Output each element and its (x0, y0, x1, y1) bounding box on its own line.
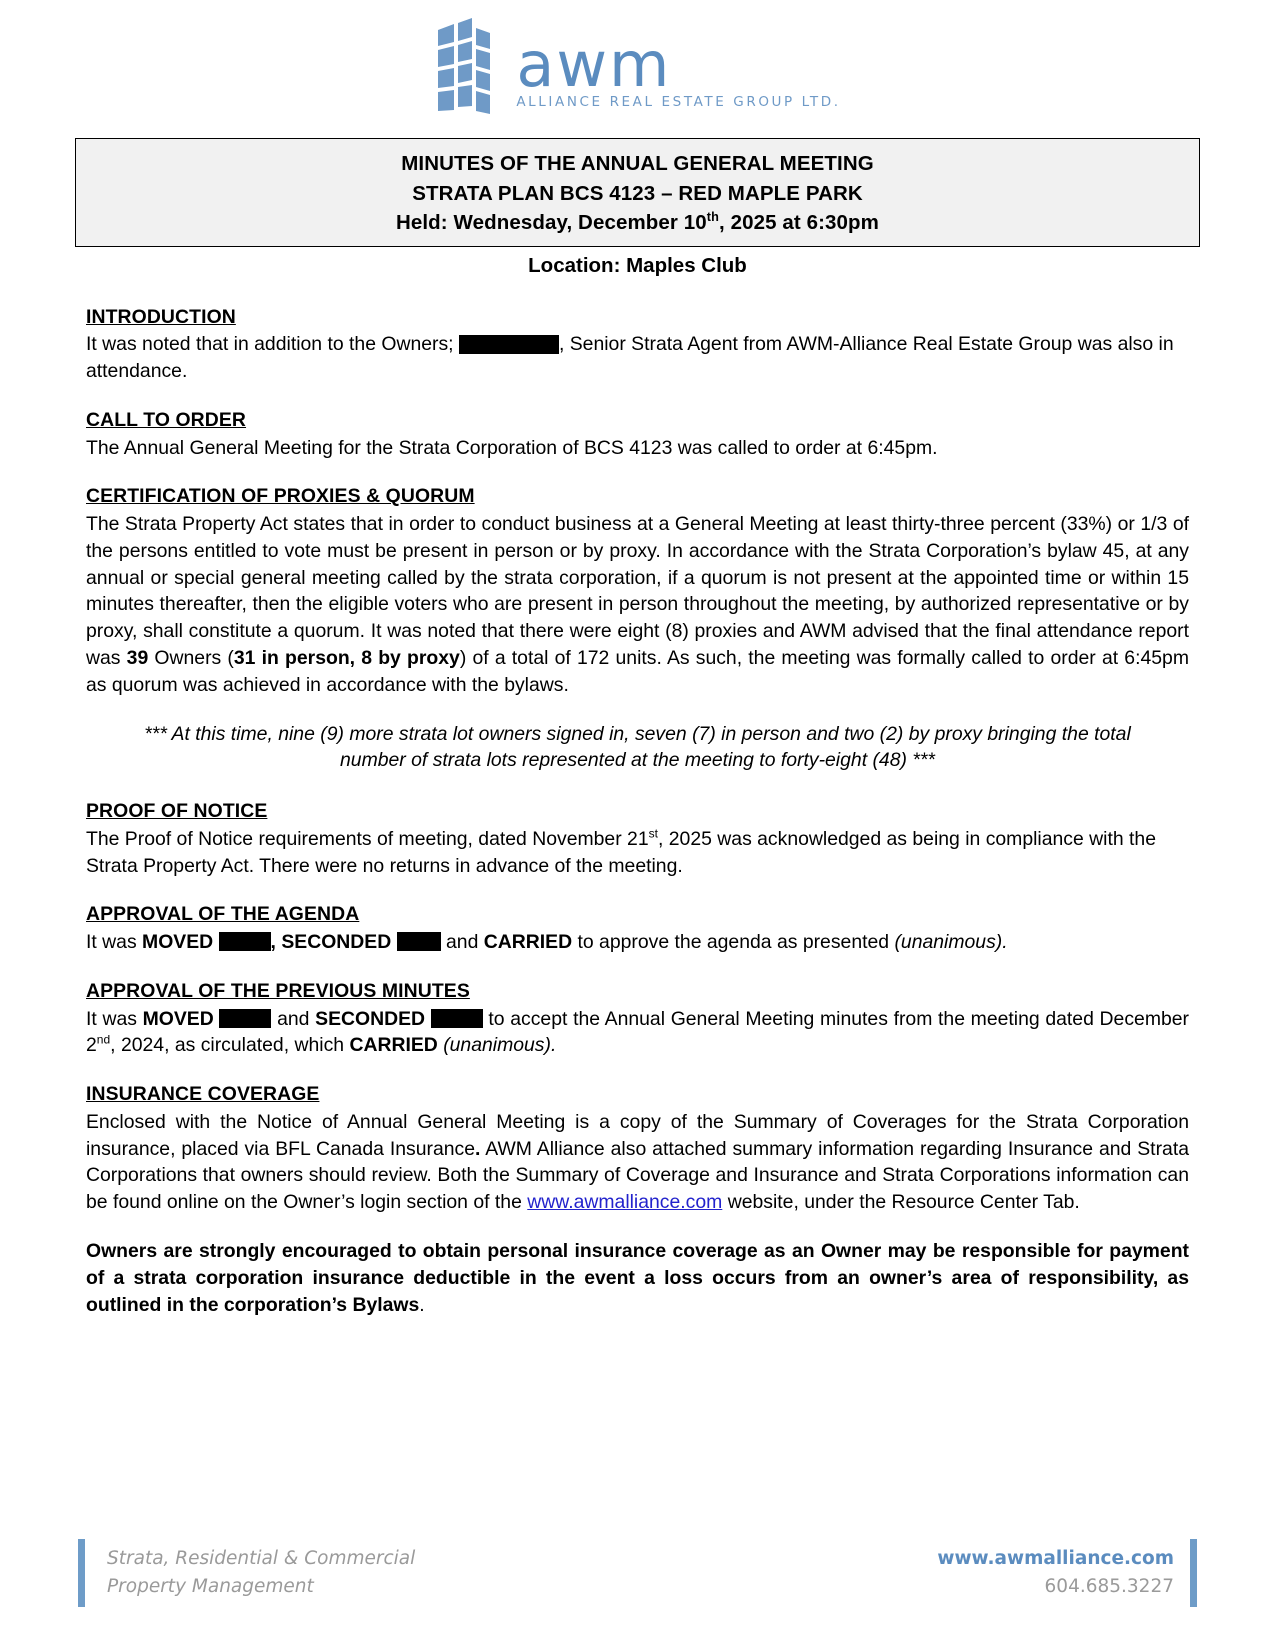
agenda-t2: , (270, 931, 282, 954)
footer-company-descriptor (107, 1545, 415, 1601)
ins-bold-warning: Owners are strongly encouraged to obtain personal insurance coverage as an Owner may be responsible for payment of a strata corporation insurance deductible in the event a loss occurs from an owner’s area of responsibility, as outlined in the corporation’s Bylaws (86, 1239, 1189, 1316)
agenda-t4: to approve the agenda as presented (572, 931, 895, 954)
agenda-unanimous: (unanimous). (894, 931, 1008, 954)
insurance-paragraph-2 (86, 1238, 1189, 1318)
redaction-box-agenda-mover (219, 932, 271, 951)
redaction-box-agent-name (459, 335, 559, 354)
heading-call-to-order: CALL TO ORDER (86, 408, 247, 431)
redaction-box-agenda-seconder (397, 932, 441, 951)
page-footer (0, 1530, 1275, 1616)
heading-approval-minutes: APPROVAL OF THE PREVIOUS MINUTES (86, 979, 470, 1002)
approval-agenda-paragraph (86, 929, 1189, 956)
pon-text-before: The Proof of Notice requirements of meeting, dated November 21 (86, 827, 649, 850)
cert-part-3: ) of a total of 172 units. As such, the meeting was formally called to order at 6:45pm as quorum was achieved in accordance with the bylaws. (86, 646, 1189, 696)
pon-text-after: , 2025 was acknowledged as being in compliance with the Strata Property Act. There were no returns in advance of the meeting. (86, 827, 1156, 877)
cert-owner-count: 39 (126, 646, 149, 669)
approval-minutes-paragraph (86, 1006, 1189, 1060)
signin-note-line-2: number of strata lots represented at the meeting to forty-eight (48) *** (340, 749, 935, 772)
proof-of-notice-paragraph (86, 826, 1189, 880)
heading-proof-of-notice: PROOF OF NOTICE (86, 800, 268, 823)
redaction-box-minutes-mover (219, 1009, 271, 1028)
title-line-1: MINUTES OF THE ANNUAL GENERAL MEETING (401, 152, 874, 175)
section-introduction (86, 304, 1189, 385)
minutes-moved-label: MOVED (142, 1007, 214, 1030)
building-grid-icon (434, 18, 506, 114)
introduction-paragraph (86, 331, 1189, 385)
intro-text-before: It was noted that in addition to the Owners; (86, 333, 454, 356)
minutes-t4: , 2024, as circulated, which (110, 1034, 350, 1057)
footer-website[interactable]: www.awmalliance.com (937, 1548, 1174, 1570)
minutes-t1: It was (86, 1007, 143, 1030)
minutes-unanimous: (unanimous). (443, 1034, 557, 1057)
minutes-ordinal-suffix: nd (96, 1032, 111, 1047)
section-signin-note (86, 721, 1189, 775)
minutes-carried-label: CARRIED (349, 1034, 438, 1057)
signin-note-line-1: *** At this time, nine (9) more strata lot owners signed in, seven (7) in person and two (2) by proxy bringing the total (144, 722, 1131, 745)
section-call-to-order (86, 407, 1189, 462)
logo-tagline: ALLIANCE REAL ESTATE GROUP LTD. (516, 94, 841, 110)
document-body (86, 278, 1189, 1319)
awmalliance-website-link[interactable]: www.awmalliance.com (527, 1191, 723, 1214)
pon-ordinal-suffix: st (648, 826, 658, 841)
ins-bold-warning-end: . (419, 1293, 425, 1316)
footer-left-line-1: Strata, Residential & Commercial (107, 1548, 416, 1570)
heading-insurance-coverage: INSURANCE COVERAGE (86, 1083, 320, 1106)
agenda-t3: and (440, 931, 484, 954)
agenda-carried-label: CARRIED (483, 931, 573, 954)
insurance-paragraph-1 (86, 1109, 1189, 1216)
section-approval-agenda (86, 901, 1189, 956)
section-approval-minutes (86, 978, 1189, 1059)
held-suffix: , 2025 at 6:30pm (719, 211, 879, 235)
title-line-3 (86, 208, 1189, 238)
section-proof-of-notice (86, 798, 1189, 879)
ins-part-mid: AWM Alliance also attached summary information regarding Insurance and Strata Corporations that owners should review. Both the Summary of Coverage and Insurance and Strata Corporations information can be found online on the Owner’s login section of the (86, 1137, 1189, 1214)
cert-attendance-breakdown: 31 in person, 8 by proxy (233, 646, 460, 669)
ins-part-after: website, under the Resource Center Tab. (722, 1191, 1080, 1214)
redaction-box-minutes-seconder (431, 1009, 483, 1028)
footer-contact (415, 1545, 1174, 1601)
title-line-2: STRATA PLAN BCS 4123 – RED MAPLE PARK (412, 181, 863, 205)
agenda-seconded-label: SECONDED (281, 931, 392, 954)
ins-bold-period: . (475, 1137, 481, 1160)
intro-text-after: , Senior Strata Agent from AWM-Alliance Real Estate Group was also in attendance. (86, 333, 1174, 383)
logo-wordmark: awm (516, 28, 672, 102)
section-certification (86, 483, 1189, 698)
footer-accent-bar-right (1190, 1539, 1197, 1607)
ins-part-before: Enclosed with the Notice of Annual General Meeting is a copy of the Summary of Coverages for the Strata Corporation insurance, placed via BFL Canada Insurance (86, 1110, 1189, 1160)
minutes-t3: to accept the Annual General Meeting minutes from the meeting dated December 2 (86, 1007, 1189, 1057)
meeting-title-box (75, 138, 1200, 247)
footer-accent-bar-left (78, 1539, 85, 1607)
footer-phone: 604.685.3227 (1044, 1576, 1174, 1597)
held-prefix: Held: Wednesday, December 10 (395, 211, 707, 235)
cert-part-1: The Strata Property Act states that in order to conduct business at a General Meeting at least thirty-three percent (33%) or 1/3 of the persons entitled to vote must be present in person or by proxy. In accordance with the Strata Corporation’s bylaw 45, at any annual or special general meeting called by the strata corporation, if a quorum is not present at the appointed time or within 15 minutes thereafter, then the eligible voters who are present in person throughout the meeting, by authorized representative or by proxy, shall constitute a quorum. It was noted that there were eight (8) proxies and AWM advised that the final attendance report was (86, 513, 1189, 669)
certification-paragraph (86, 511, 1189, 698)
footer-left-line-2: Property Management (107, 1576, 314, 1597)
section-insurance-coverage (86, 1081, 1189, 1318)
held-ordinal-suffix: th (706, 209, 719, 225)
company-logo (0, 0, 1275, 130)
agenda-moved-label: MOVED (142, 931, 214, 954)
minutes-t2: and (271, 1007, 316, 1030)
heading-certification: CERTIFICATION OF PROXIES & QUORUM (86, 485, 475, 508)
minutes-seconded-label: SECONDED (315, 1007, 426, 1030)
location-line: Location: Maples Club (528, 253, 747, 277)
cert-part-2: Owners ( (148, 646, 234, 669)
heading-introduction: INTRODUCTION (86, 305, 236, 328)
call-to-order-paragraph: The Annual General Meeting for the Strata Corporation of BCS 4123 was called to order at 6:45pm. (86, 436, 938, 459)
agenda-t1: It was (86, 931, 143, 954)
heading-approval-agenda: APPROVAL OF THE AGENDA (86, 903, 360, 926)
